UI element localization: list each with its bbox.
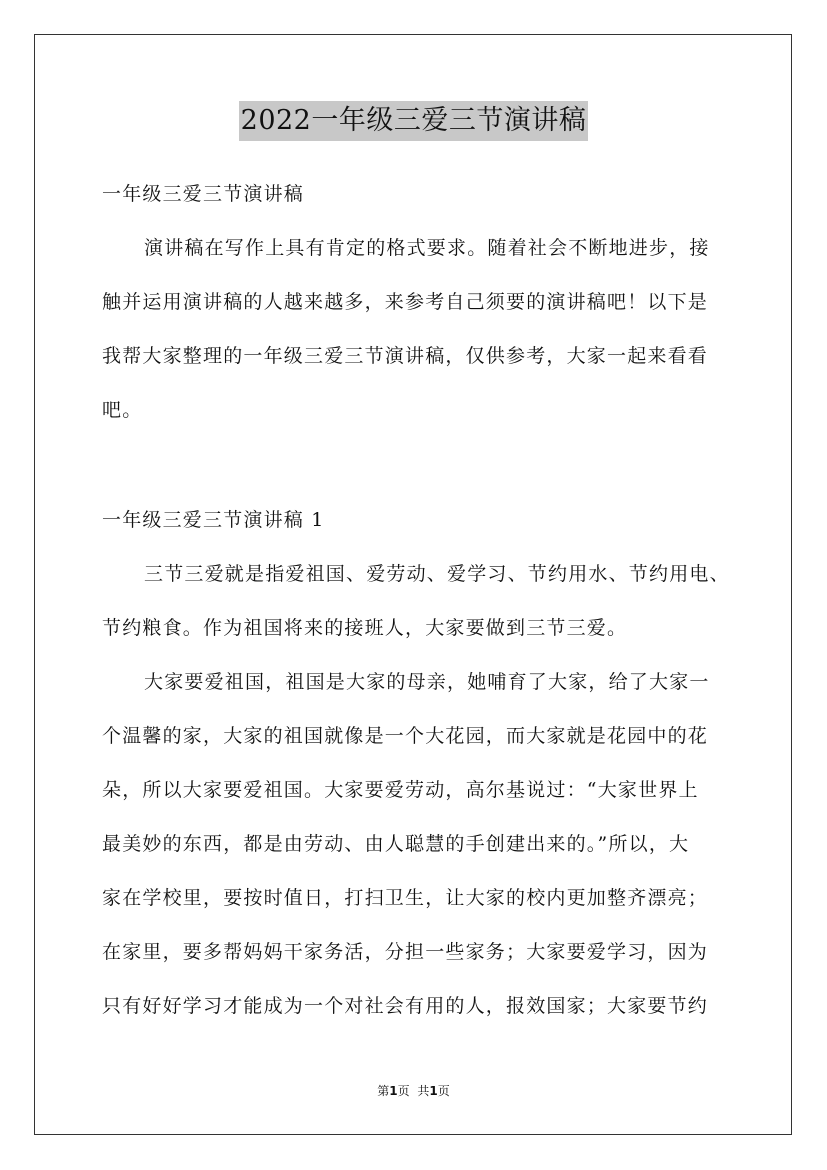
page-prefix: 第 [377, 1084, 390, 1098]
intro-line-4: 吧。 [102, 399, 143, 421]
document-subtitle: 一年级三爱三节演讲稿 [102, 183, 305, 205]
page-suffix: 页 [397, 1084, 410, 1098]
para2-line-7: 只有好好学习才能成为一个对社会有用的人，报效国家；大家要节约 [102, 995, 709, 1017]
total-pages: 1 [429, 1084, 438, 1098]
page-footer [0, 1083, 827, 1099]
para2-line-3: 朵，所以大家要爱祖国。大家要爱劳动，高尔基说过：“大家世界上 [102, 779, 699, 801]
para2-line-1: 大家要爱祖国，祖国是大家的母亲，她哺育了大家，给了大家一 [144, 671, 710, 693]
intro-line-2: 触并运用演讲稿的人越来越多，来参考自己须要的演讲稿吧！以下是 [102, 291, 709, 313]
para2-line-5: 家在学校里，要按时值日，打扫卫生，让大家的校内更加整齐漂亮； [102, 887, 709, 909]
para2-line-4: 最美妙的东西，都是由劳动、由人聪慧的手创建出来的。”所以，大 [102, 833, 690, 855]
intro-line-1: 演讲稿在写作上具有肯定的格式要求。随着社会不断地进步，接 [144, 237, 710, 259]
para2-line-6: 在家里，要多帮妈妈干家务活，分担一些家务；大家要爱学习，因为 [102, 941, 709, 963]
para1-line-2: 节约粮食。作为祖国将来的接班人，大家要做到三节三爱。 [102, 617, 628, 639]
intro-line-3: 我帮大家整理的一年级三爱三节演讲稿，仅供参考，大家一起来看看 [102, 345, 709, 367]
total-prefix: 共 [417, 1084, 430, 1098]
para1-line-1: 三节三爱就是指爱祖国、爱劳动、爱学习、节约用水、节约用电、 [144, 563, 730, 585]
document-title: 2022一年级三爱三节演讲稿 [239, 101, 589, 141]
para2-line-2: 个温馨的家，大家的祖国就像是一个大花园，而大家就是花园中的花 [102, 725, 709, 747]
page-number: 1 [389, 1084, 398, 1098]
total-suffix: 页 [437, 1084, 450, 1098]
title-container [0, 101, 827, 141]
section-heading: 一年级三爱三节演讲稿 1 [102, 509, 325, 531]
